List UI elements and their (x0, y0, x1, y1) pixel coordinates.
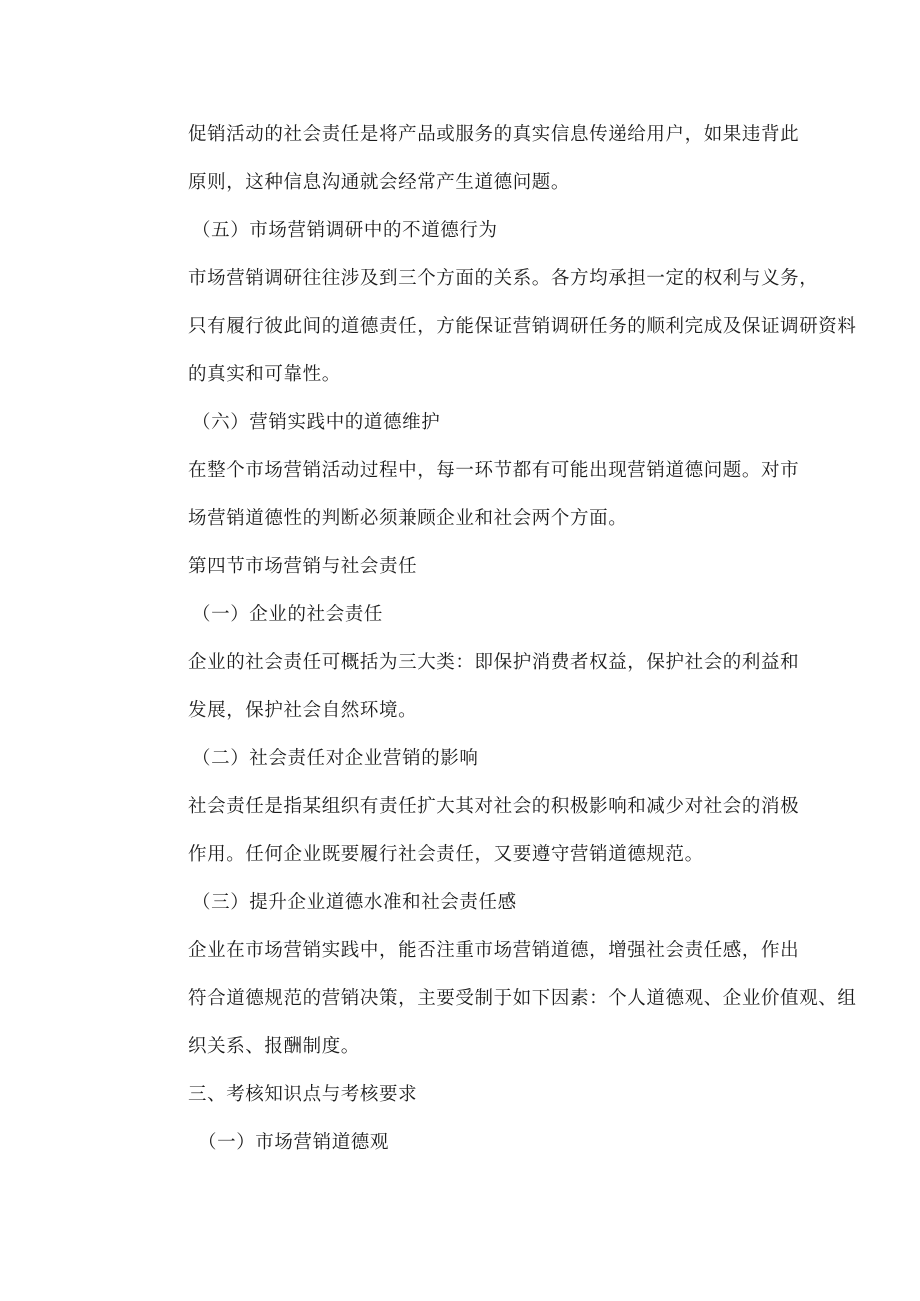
paragraph-line: 促销活动的社会责任是将产品或服务的真实信息传递给用户，如果违背此 (188, 124, 800, 145)
part-heading: 三、考核知识点与考核要求 (188, 1084, 418, 1105)
paragraph-line: 社会责任是指某组织有责任扩大其对社会的积极影响和减少对社会的消极 (188, 796, 800, 817)
subsection-heading: （六）营销实践中的道德维护 (192, 412, 441, 433)
paragraph-line: 在整个市场营销活动过程中，每一环节都有可能出现营销道德问题。对市 (188, 460, 800, 481)
paragraph-line: 企业的社会责任可概括为三大类：即保护消费者权益，保护社会的利益和 (188, 652, 800, 673)
subsection-heading: （二）社会责任对企业营销的影响 (192, 748, 479, 769)
section-heading: 第四节市场营销与社会责任 (188, 556, 418, 577)
subsection-heading: （三）提升企业道德水准和社会责任感 (192, 892, 517, 913)
subsection-heading: （一）市场营销道德观 (198, 1132, 390, 1153)
paragraph-line: 的真实和可靠性。 (188, 364, 341, 385)
paragraph-line: 作用。任何企业既要履行社会责任，又要遵守营销道德规范。 (188, 844, 704, 865)
subsection-heading: （五）市场营销调研中的不道德行为 (192, 220, 498, 241)
paragraph-line: 原则，这种信息沟通就会经常产生道德问题。 (188, 172, 571, 193)
paragraph-line: 只有履行彼此间的道德责任，方能保证营销调研任务的顺利完成及保证调研资料 (188, 316, 857, 337)
paragraph-line: 符合道德规范的营销决策，主要受制于如下因素：个人道德观、企业价值观、组 (188, 988, 857, 1009)
paragraph-line: 市场营销调研往往涉及到三个方面的关系。各方均承担一定的权利与义务， (188, 268, 819, 289)
paragraph-line: 织关系、报酬制度。 (188, 1036, 360, 1057)
paragraph-line: 场营销道德性的判断必须兼顾企业和社会两个方面。 (188, 508, 628, 529)
subsection-heading: （一）企业的社会责任 (192, 604, 384, 625)
paragraph-line: 企业在市场营销实践中，能否注重市场营销道德，增强社会责任感，作出 (188, 940, 800, 961)
paragraph-line: 发展，保护社会自然环境。 (188, 700, 418, 721)
